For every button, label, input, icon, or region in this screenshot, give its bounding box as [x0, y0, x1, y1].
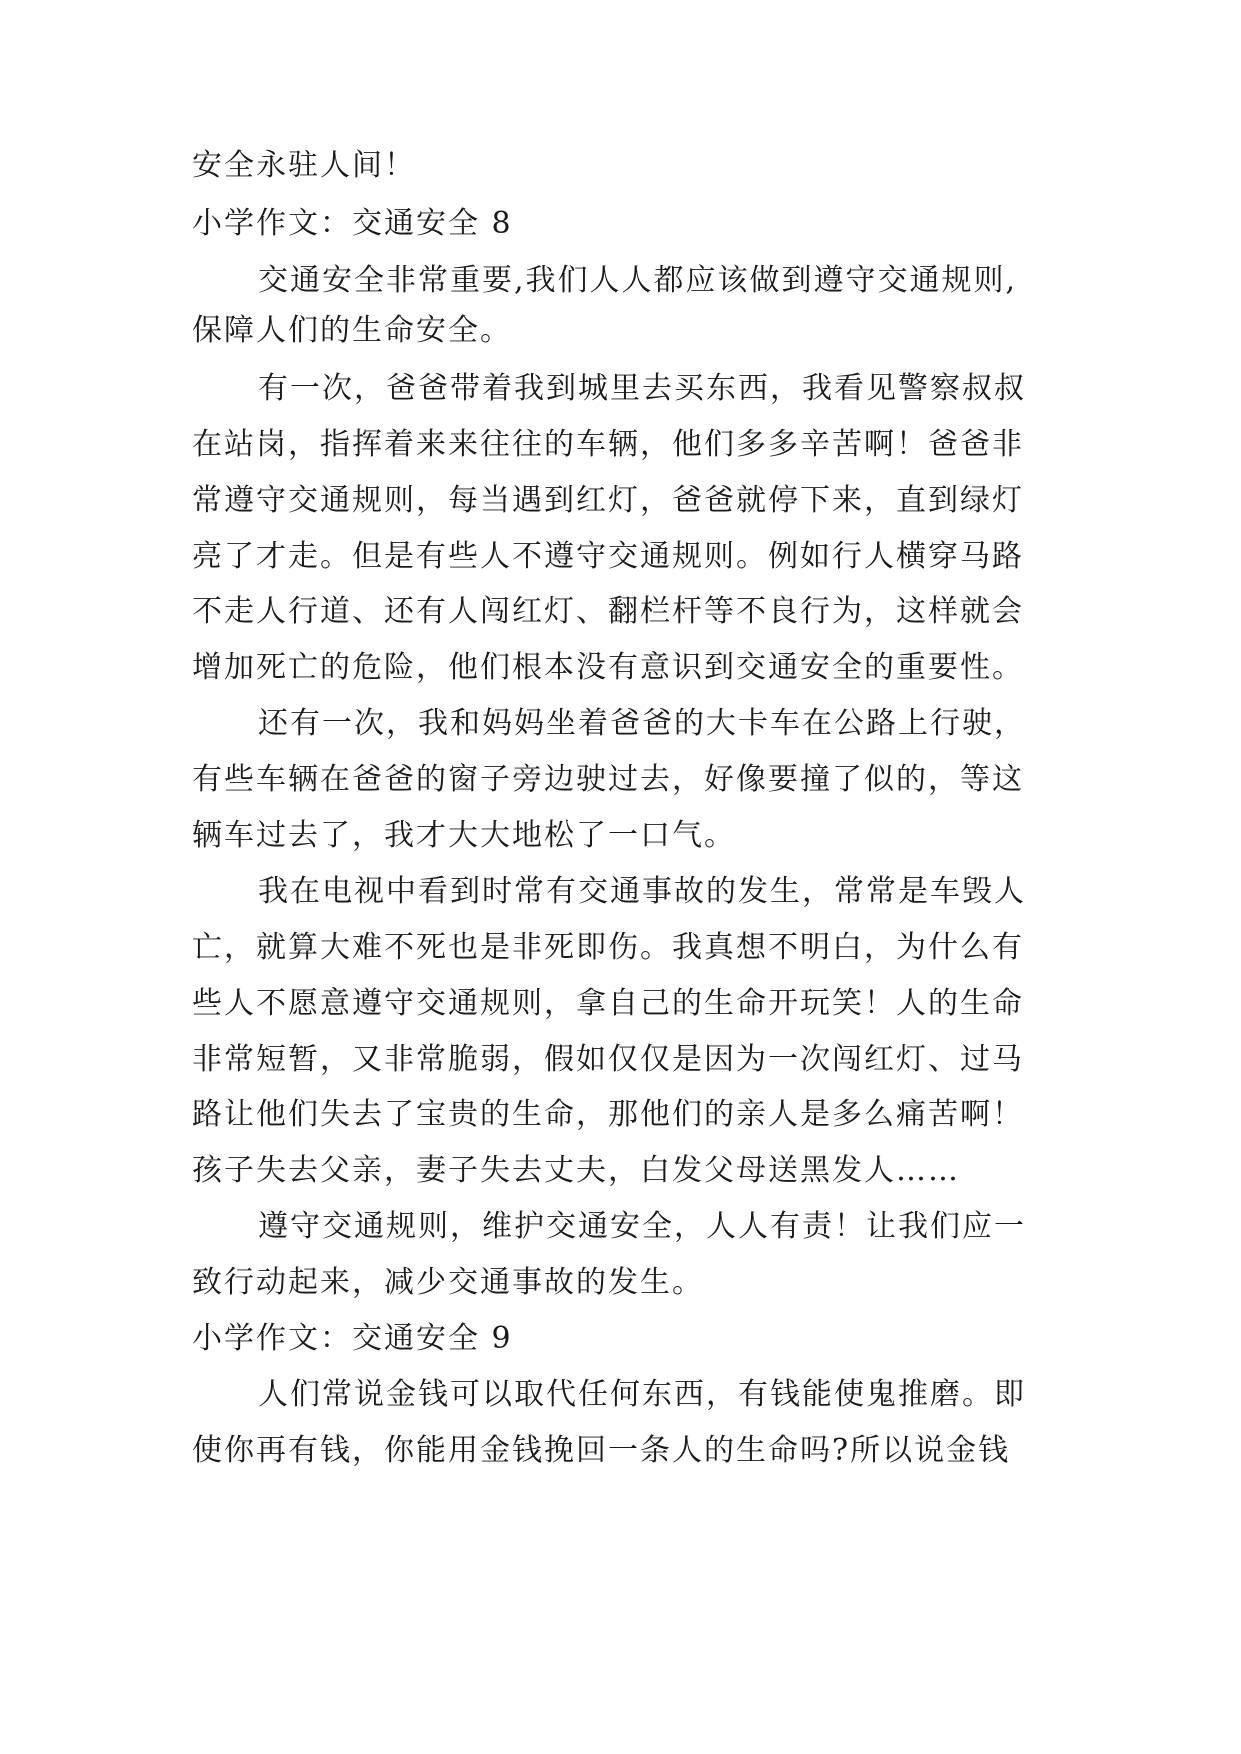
paragraph-line: 致行动起来，减少交通事故的发生。	[192, 1265, 704, 1300]
paragraph-line: 遵守交通规则，维护交通安全，人人有责！让我们应一	[258, 1209, 1026, 1244]
paragraph-line: 辆车过去了，我才大大地松了一口气。	[192, 818, 736, 853]
paragraph-line: 有一次，爸爸带着我到城里去买东西，我看见警察叔叔	[258, 371, 1026, 406]
paragraph-line: 非常短暂，又非常脆弱，假如仅仅是因为一次闯红灯、过马	[192, 1042, 1024, 1077]
paragraph-line: 路让他们失去了宝贵的生命，那他们的亲人是多么痛苦啊！	[192, 1097, 1024, 1132]
paragraph-line: 亮了才走。但是有些人不遵守交通规则。例如行人横穿马路	[192, 539, 1024, 574]
paragraph-line: 些人不愿意遵守交通规则，拿自己的生命开玩笑！人的生命	[192, 986, 1024, 1021]
paragraph-line: 交通安全非常重要,我们人人都应该做到遵守交通规则,	[258, 263, 1018, 298]
paragraph-line: 我在电视中看到时常有交通事故的发生，常常是车毁人	[258, 874, 1026, 909]
paragraph-line: 常遵守交通规则，每当遇到红灯，爸爸就停下来，直到绿灯	[192, 483, 1024, 518]
paragraph-line: 亡，就算大难不死也是非死即伤。我真想不明白，为什么有	[192, 930, 1024, 965]
paragraph-line: 使你再有钱，你能用金钱挽回一条人的生命吗?所以说金钱	[192, 1433, 1011, 1468]
paragraph-line: 人们常说金钱可以取代任何东西，有钱能使鬼推磨。即	[258, 1377, 1026, 1412]
closing-line: 安全永驻人间！	[192, 148, 416, 183]
paragraph-line: 还有一次，我和妈妈坐着爸爸的大卡车在公路上行驶，	[258, 706, 1026, 741]
paragraph-line: 不走人行道、还有人闯红灯、翻栏杆等不良行为，这样就会	[192, 594, 1024, 629]
paragraph-line: 在站岗，指挥着来来往往的车辆，他们多多辛苦啊！爸爸非	[192, 427, 1024, 462]
essay-heading-9: 小学作文：交通安全 9	[192, 1321, 513, 1356]
essay-heading-8: 小学作文：交通安全 8	[192, 206, 513, 241]
paragraph-line: 保障人们的生命安全。	[192, 313, 512, 348]
paragraph-line: 有些车辆在爸爸的窗子旁边驶过去，好像要撞了似的，等这	[192, 762, 1024, 797]
paragraph-line: 增加死亡的危险，他们根本没有意识到交通安全的重要性。	[192, 650, 1024, 685]
paragraph-line: 孩子失去父亲，妻子失去丈夫，白发父母送黑发人……	[192, 1153, 960, 1188]
